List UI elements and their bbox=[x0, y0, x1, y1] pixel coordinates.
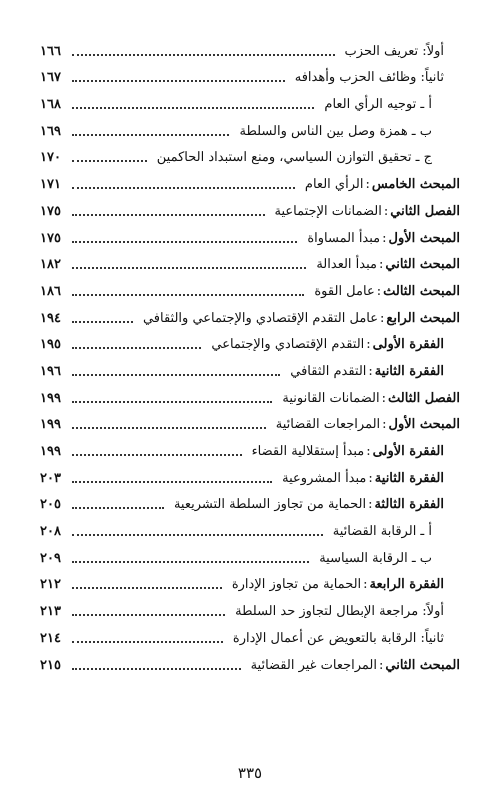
toc-entry-title: الضمانات القانونية bbox=[282, 390, 380, 406]
toc-entry[interactable] bbox=[40, 61, 460, 88]
toc-entry[interactable] bbox=[40, 114, 460, 141]
table-of-contents bbox=[40, 34, 460, 675]
toc-entry-title: المراجعات القضائية bbox=[275, 417, 381, 433]
toc-entry-text bbox=[278, 390, 460, 408]
toc-entry-page-number: ٢١٤ bbox=[40, 630, 61, 646]
toc-entry-title: ثانياً: الرقابة بالتعويض عن أعمال الإدارة bbox=[232, 630, 444, 646]
toc-entry-text bbox=[329, 523, 432, 541]
toc-entry-section-label: الفصل الثالث bbox=[388, 390, 460, 406]
toc-entry-page-number: ٢٠٥ bbox=[40, 497, 61, 513]
page-number: ٣٣٥ bbox=[237, 764, 263, 782]
toc-entry-page-number: ١٩٦ bbox=[40, 363, 61, 379]
toc-entry[interactable] bbox=[40, 568, 460, 595]
toc-entry-colon: : bbox=[379, 657, 384, 673]
toc-entry-title: التقدم الثقافي bbox=[290, 363, 367, 379]
toc-entry-section-label: الفقرة الأولى bbox=[372, 444, 444, 459]
toc-entry-text bbox=[248, 443, 444, 461]
toc-entry-text bbox=[286, 363, 444, 381]
toc-entry-page-number: ٢١٢ bbox=[40, 577, 61, 593]
toc-entry-title: أولاً: مراجعة الإبطال لتجاوز حد السلطة bbox=[235, 604, 444, 620]
toc-entry-title: أ ـ توجيه الرأي العام bbox=[324, 97, 432, 113]
toc-entry[interactable] bbox=[40, 461, 460, 488]
toc-entry[interactable] bbox=[40, 167, 460, 194]
toc-entry[interactable] bbox=[40, 301, 460, 328]
toc-dot-leader bbox=[72, 426, 266, 429]
toc-entry-text bbox=[310, 283, 460, 301]
toc-entry-page-number: ١٧٠ bbox=[40, 150, 61, 166]
toc-entry-title: ثانياً: وظائف الحزب وأهدافه bbox=[294, 70, 444, 86]
toc-entry-page-number: ١٧٥ bbox=[40, 203, 61, 219]
toc-entry[interactable] bbox=[40, 354, 460, 381]
toc-entry-page-number: ١٦٨ bbox=[40, 97, 61, 113]
toc-dot-leader bbox=[72, 133, 229, 136]
toc-entry[interactable] bbox=[40, 328, 460, 355]
toc-entry-page-number: ١٩٩ bbox=[40, 444, 61, 459]
toc-entry-section-label: المبحث الثاني bbox=[385, 657, 460, 673]
toc-entry-page-number: ١٨٦ bbox=[40, 283, 61, 299]
toc-entry-text bbox=[170, 496, 444, 514]
toc-entry-colon: : bbox=[368, 497, 373, 513]
toc-entry-page-number: ١٨٢ bbox=[40, 257, 61, 273]
toc-dot-leader bbox=[72, 293, 304, 296]
toc-dot-leader bbox=[72, 186, 295, 189]
toc-entry[interactable] bbox=[40, 221, 460, 248]
toc-entry-page-number: ١٦٩ bbox=[40, 123, 61, 139]
toc-entry[interactable] bbox=[40, 514, 460, 541]
toc-dot-leader bbox=[72, 320, 133, 323]
toc-entry-section-label: المبحث الأول bbox=[388, 417, 460, 433]
toc-entry[interactable] bbox=[40, 621, 460, 648]
toc-dot-leader bbox=[72, 586, 222, 589]
toc-dot-leader bbox=[72, 106, 314, 109]
toc-entry-page-number: ١٦٦ bbox=[40, 43, 61, 59]
toc-entry-title: الضمانات الإجتماعية bbox=[274, 203, 382, 219]
toc-entry-text bbox=[278, 470, 444, 488]
toc-entry[interactable] bbox=[40, 274, 460, 301]
toc-entry-page-number: ١٦٧ bbox=[40, 70, 61, 86]
toc-entry-section-label: الفصل الثاني bbox=[390, 203, 460, 219]
toc-entry-title: مبدأ المشروعية bbox=[282, 470, 367, 486]
toc-entry-text bbox=[272, 416, 460, 434]
toc-entry-text bbox=[229, 630, 444, 648]
toc-entry-page-number: ١٧٥ bbox=[40, 230, 61, 246]
toc-entry-section-label: الفقرة الثالثة bbox=[374, 497, 444, 513]
toc-entry-page-number: ١٧١ bbox=[40, 177, 61, 193]
toc-dot-leader bbox=[72, 240, 297, 243]
toc-entry-title: عامل القوة bbox=[314, 283, 375, 299]
toc-dot-leader bbox=[72, 400, 272, 403]
toc-dot-leader bbox=[72, 506, 164, 509]
toc-entry-title: أولاً: تعريف الحزب bbox=[344, 43, 444, 59]
toc-entry-page-number: ٢١٥ bbox=[40, 657, 61, 673]
toc-entry-section-label: الفقرة الرابعة bbox=[369, 577, 444, 593]
toc-dot-leader bbox=[72, 213, 265, 216]
toc-entry-colon: : bbox=[380, 310, 385, 326]
toc-dot-leader bbox=[72, 346, 201, 349]
toc-dot-leader bbox=[72, 53, 335, 56]
toc-dot-leader bbox=[72, 373, 280, 376]
toc-entry[interactable] bbox=[40, 488, 460, 515]
toc-entry[interactable] bbox=[40, 648, 460, 675]
toc-entry[interactable] bbox=[40, 381, 460, 408]
toc-entry[interactable] bbox=[40, 434, 460, 461]
toc-entry[interactable] bbox=[40, 248, 460, 275]
toc-entry[interactable] bbox=[40, 34, 460, 61]
toc-entry-colon: : bbox=[366, 444, 371, 459]
toc-dot-leader bbox=[72, 640, 223, 643]
toc-entry-text bbox=[139, 310, 460, 328]
toc-entry-section-label: المبحث الأول bbox=[388, 230, 460, 246]
toc-entry-title: الرأي العام bbox=[304, 177, 364, 193]
toc-entry-colon: : bbox=[382, 230, 387, 246]
toc-entry-title: مبدأ المساواة bbox=[307, 230, 381, 246]
toc-entry-text bbox=[341, 43, 444, 61]
toc-entry-text bbox=[228, 576, 444, 594]
toc-entry[interactable] bbox=[40, 87, 460, 114]
toc-entry-colon: : bbox=[376, 283, 382, 299]
toc-entry-section-label: المبحث الثاني bbox=[385, 257, 460, 273]
toc-entry-colon: : bbox=[379, 257, 384, 273]
toc-entry[interactable] bbox=[40, 194, 460, 221]
toc-entry-text bbox=[312, 256, 460, 274]
toc-entry-text bbox=[271, 203, 461, 221]
toc-entry-text bbox=[235, 123, 432, 141]
toc-entry-colon: : bbox=[368, 363, 373, 379]
toc-dot-leader bbox=[72, 79, 285, 82]
toc-entry-text bbox=[303, 230, 460, 248]
toc-entry-section-label: المبحث الثالث bbox=[383, 283, 460, 299]
toc-entry-title: الحماية من تجاوز الإدارة bbox=[231, 577, 362, 593]
toc-entry-text bbox=[207, 336, 444, 354]
toc-entry-text bbox=[247, 657, 460, 675]
toc-entry[interactable] bbox=[40, 408, 460, 435]
toc-entry-title: ب ـ الرقابة السياسية bbox=[319, 550, 432, 566]
toc-entry-page-number: ١٩٩ bbox=[40, 390, 61, 406]
toc-dot-leader bbox=[72, 266, 306, 269]
toc-entry-text bbox=[231, 603, 444, 621]
toc-entry-title: مبدأ إستقلالية القضاء bbox=[251, 444, 365, 459]
toc-entry-text bbox=[320, 96, 432, 114]
toc-entry-section-label: الفقرة الثانية bbox=[374, 363, 444, 379]
toc-entry-text bbox=[153, 149, 432, 167]
toc-entry-section-label: الفقرة الثانية bbox=[374, 470, 444, 486]
toc-entry-page-number: ١٩٤ bbox=[40, 310, 61, 326]
toc-entry[interactable] bbox=[40, 594, 460, 621]
toc-entry-title: مبدأ العدالة bbox=[316, 257, 377, 273]
toc-entry-page-number: ٢٠٩ bbox=[40, 550, 61, 566]
toc-entry-section-label: الفقرة الأولى bbox=[372, 337, 444, 353]
toc-entry-page-number: ٢٠٣ bbox=[40, 470, 61, 486]
toc-entry-title: ج ـ تحقيق التوازن السياسي، ومنع استبداد الحاكمين bbox=[156, 150, 432, 166]
toc-entry-page-number: ١٩٩ bbox=[40, 417, 61, 433]
toc-entry-title: المراجعات غير القضائية bbox=[250, 657, 377, 673]
toc-entry-page-number: ٢٠٨ bbox=[40, 524, 61, 540]
toc-entry-text bbox=[301, 176, 460, 194]
toc-entry-section-label: المبحث الرابع bbox=[386, 310, 460, 326]
toc-entry-title: التقدم الإقتصادي والإجتماعي bbox=[211, 337, 365, 353]
toc-entry-section-label: المبحث الخامس bbox=[371, 177, 460, 193]
toc-entry-text bbox=[291, 69, 444, 87]
toc-entry-title: أ ـ الرقابة القضائية bbox=[332, 524, 432, 540]
toc-entry-title: الحماية من تجاوز السلطة التشريعية bbox=[173, 497, 367, 513]
toc-entry-colon: : bbox=[363, 577, 368, 593]
toc-dot-leader bbox=[72, 667, 241, 670]
toc-entry-title: عامل التقدم الإقتصادي والإجتماعي والثقافي bbox=[142, 310, 379, 326]
toc-entry-colon: : bbox=[382, 417, 387, 433]
toc-entry-page-number: ٢١٣ bbox=[40, 604, 61, 620]
toc-entry-title: ب ـ همزة وصل بين الناس والسلطة bbox=[239, 123, 432, 139]
toc-dot-leader bbox=[72, 560, 309, 563]
toc-entry-colon: : bbox=[365, 177, 370, 193]
toc-dot-leader bbox=[72, 613, 225, 616]
toc-entry-text bbox=[315, 550, 432, 568]
toc-entry-colon: : bbox=[383, 203, 389, 219]
toc-entry[interactable] bbox=[40, 541, 460, 568]
toc-entry[interactable] bbox=[40, 141, 460, 168]
toc-dot-leader bbox=[72, 453, 242, 456]
toc-dot-leader bbox=[72, 480, 272, 483]
toc-entry-colon: : bbox=[381, 390, 387, 406]
toc-dot-leader bbox=[72, 159, 147, 162]
toc-dot-leader bbox=[72, 533, 323, 536]
toc-entry-colon: : bbox=[368, 470, 373, 486]
toc-entry-colon: : bbox=[366, 337, 371, 353]
toc-entry-page-number: ١٩٥ bbox=[40, 337, 61, 353]
